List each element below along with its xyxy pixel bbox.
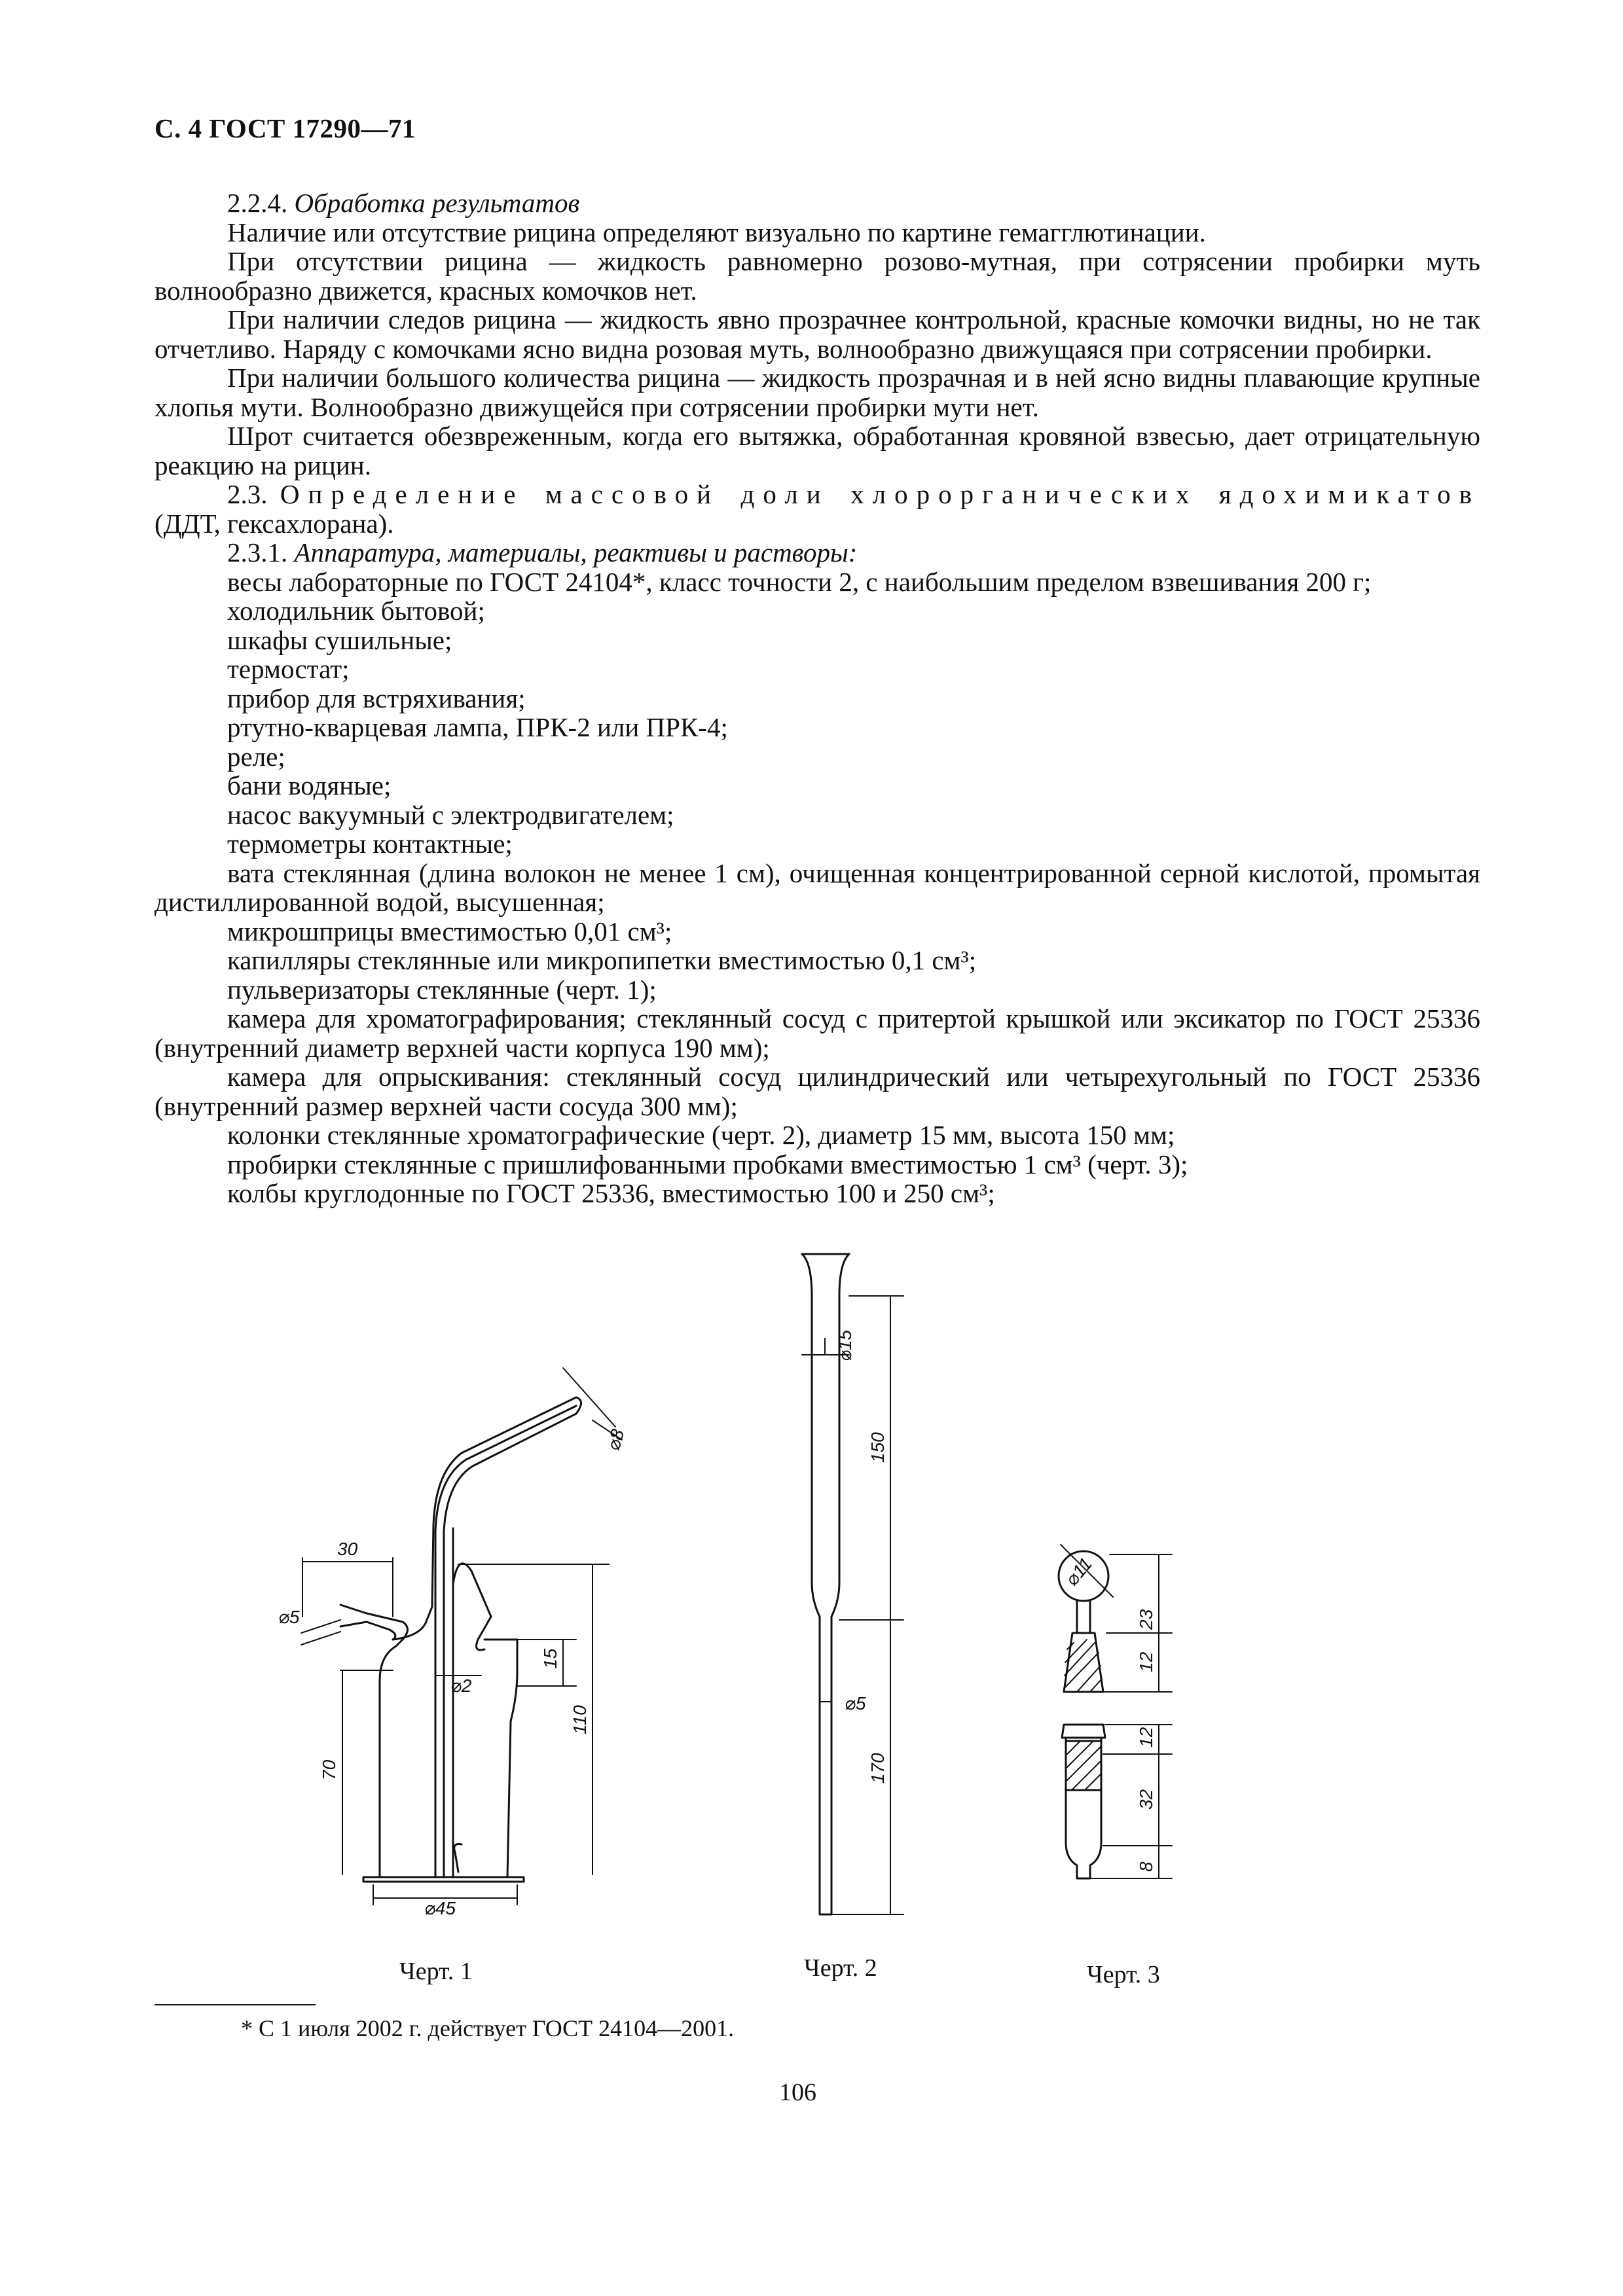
dim-tube-h8: 8 — [1136, 1861, 1156, 1872]
section-number: 2.3.1. — [227, 537, 288, 567]
dim-d15: 15 — [540, 1648, 560, 1669]
column-dimensions — [802, 1296, 903, 1914]
equipment-list-item: капилляры стеклянные или микропипетки вместимостью 0,1 см³; — [227, 945, 977, 975]
section-number: 2.3. — [227, 479, 268, 509]
dim-d5: ⌀5 — [278, 1607, 300, 1627]
equipment-list-item: ртутно-кварцевая лампа, ПРК-2 или ПРК-4; — [227, 712, 728, 742]
footnote: * С 1 июля 2002 г. действует ГОСТ 24104—2001. — [241, 2015, 735, 2041]
figure-3-caption: Черт. 3 — [1087, 1961, 1160, 1988]
section-title-rest: (ДДТ, гексахлорана). — [155, 508, 394, 539]
equipment-list-item: колбы круглодонные по ГОСТ 25336, вместимостью 100 и 250 см³; — [227, 1178, 995, 1208]
equipment-list-item: шкафы сушильные; — [227, 624, 452, 655]
dim-tube-h23: 23 — [1136, 1609, 1156, 1630]
paragraph: Наличие или отсутствие рицина определяют визуально по картине гемагглютинации. — [227, 217, 1206, 247]
dim-col-d5: ⌀5 — [845, 1693, 866, 1713]
sprayer-dimensions — [301, 1368, 622, 1905]
section-title: Обработка результатов — [294, 188, 580, 218]
equipment-list-item: прибор для встряхивания; — [227, 683, 526, 713]
figure-2-caption: Черт. 2 — [804, 1954, 877, 1982]
paragraph: При отсутствии рицина — жидкость равномерно розово-мутная, при сотрясении пробирки муть волнообразно движется, красных комочков нет. — [155, 246, 1480, 306]
dim-d70: 70 — [319, 1759, 339, 1780]
equipment-list-item: холодильник бытовой; — [227, 596, 485, 626]
paragraph: При наличии большого количества рицина — жидкость прозрачная и в ней ясно видны плавающие крупные хлопья мути. Волнообразно движущейся при сотрясении пробирки мути нет. — [155, 363, 1480, 422]
test-tube-drawing — [1059, 1551, 1108, 1878]
equipment-list-item: камера для хроматографирования; стеклянный сосуд с притертой крышкой или эксикатор по ГОСТ 25336 (внутренний диаметр верхней части корпуса 190 мм); — [155, 1003, 1480, 1063]
equipment-list-item: термометры контактные; — [227, 829, 513, 859]
dim-col-d15: ⌀15 — [835, 1329, 855, 1361]
equipment-list-item: микрошприцы вместимостью 0,01 см³; — [227, 916, 672, 946]
dim-d45: ⌀45 — [424, 1898, 456, 1918]
equipment-list-item: бани водяные; — [227, 770, 392, 800]
dim-tube-h32: 32 — [1136, 1789, 1156, 1810]
test-tube-dimensions — [1061, 1545, 1172, 1878]
section-number: 2.2.4. — [227, 188, 288, 218]
equipment-list-item: термостат; — [227, 654, 350, 684]
dim-d30: 30 — [337, 1539, 358, 1559]
dim-d110: 110 — [570, 1705, 590, 1734]
paragraph: При наличии следов рицина — жидкость явно прозрачнее контрольной, красные комочки видны, но не так отчетливо. Наряду с комочками ясно видна розовая муть, волнообразно движущаяся при сотрясении пробирки. — [155, 304, 1480, 364]
equipment-list-item: вата стеклянная (длина волокон не менее 1 см), очищенная концентрированной серной кислотой, промытая дистиллированной водой, высушенная; — [155, 857, 1480, 917]
dim-col-h150: 150 — [867, 1432, 888, 1463]
equipment-list-item: камера для опрыскивания: стеклянный сосуд цилиндрический или четырехугольный по ГОСТ 25336 (внутренний размер верхней части сосуда 300 мм); — [155, 1062, 1480, 1121]
test-tube-hatch — [1064, 1640, 1102, 1790]
paragraph: Шрот считается обезвреженным, когда его вытяжка, обработанная кровяной взвесью, дает отрицательную реакцию на рицин. — [155, 421, 1480, 480]
dim-d2: ⌀2 — [450, 1676, 472, 1696]
equipment-list-item: пульверизаторы стеклянные (черт. 1); — [227, 974, 657, 1005]
page-number: 106 — [779, 2079, 816, 2106]
equipment-list-item: насос вакуумный с электродвигателем; — [227, 799, 674, 830]
equipment-list-item: пробирки стеклянные с пришлифованными пробками вместимостью 1 см³ (черт. 3); — [227, 1149, 1188, 1179]
equipment-list-item: реле; — [227, 741, 285, 772]
dim-d8: ⌀8 — [602, 1427, 629, 1453]
dim-tube-h12a: 12 — [1136, 1651, 1156, 1672]
figure-1-caption: Черт. 1 — [399, 1958, 473, 1985]
dim-tube-d11: ⌀11 — [1061, 1553, 1097, 1590]
equipment-list-item: весы лабораторные по ГОСТ 24104*, класс точности 2, с наибольшим пределом взвешивания 200 г; — [227, 566, 1372, 597]
page-header: С. 4 ГОСТ 17290—71 — [155, 113, 416, 143]
dim-col-h170: 170 — [867, 1753, 888, 1784]
section-title-spaced: Определение массовой доли хлорорганических ядохимикатов — [280, 479, 1480, 509]
dim-tube-h12b: 12 — [1136, 1727, 1156, 1748]
equipment-list-item: колонки стеклянные хроматографические (черт. 2), диаметр 15 мм, высота 150 мм; — [227, 1120, 1175, 1150]
footnote-rule — [155, 2004, 316, 2005]
section-title: Аппаратура, материалы, реактивы и растворы: — [294, 537, 858, 567]
